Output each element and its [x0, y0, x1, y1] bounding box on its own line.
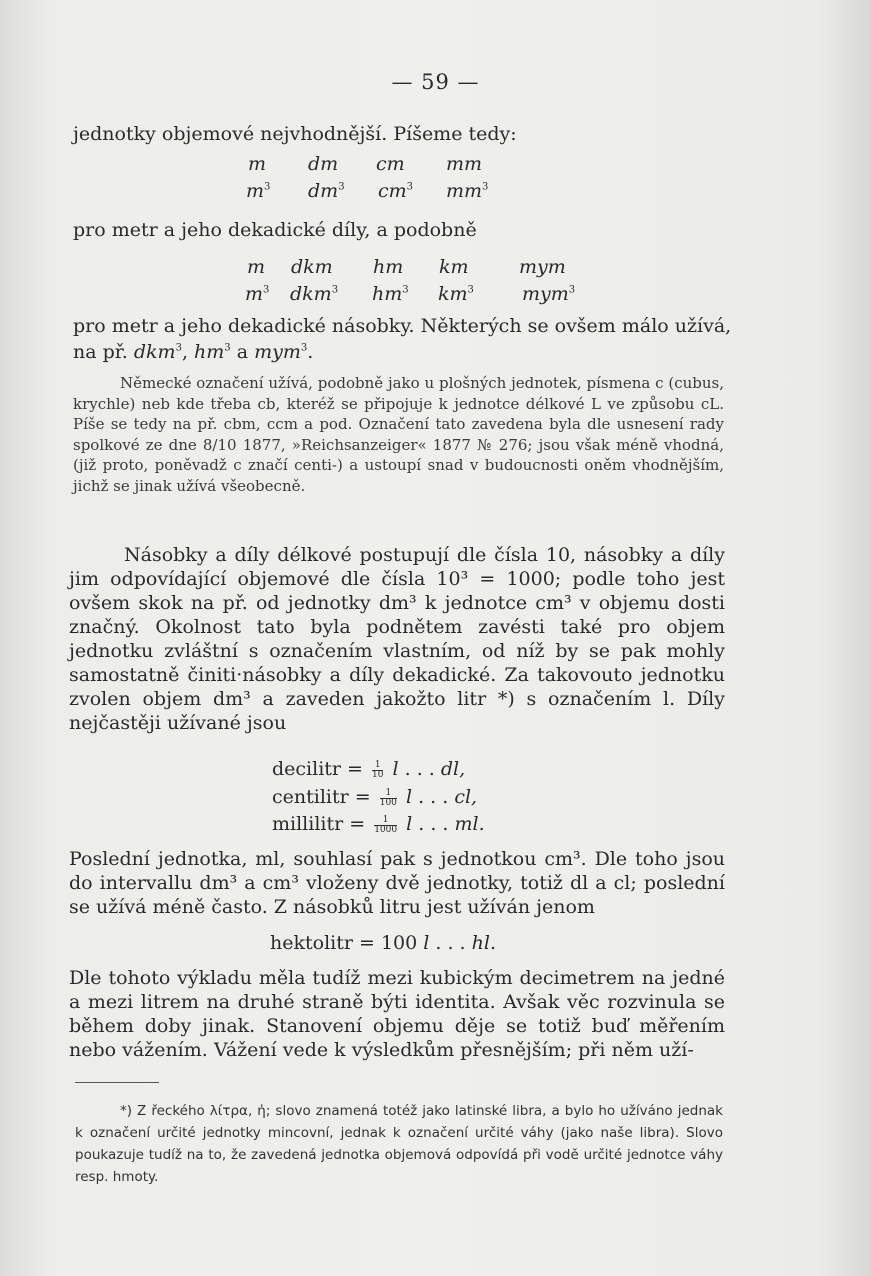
unit2-m: m — [247, 256, 266, 278]
intro-line: jednotky objemové nejvhodnější. Píšeme tedy: — [73, 123, 517, 145]
unit-mm: mm — [446, 153, 483, 175]
fraction: $\frac{1}{10}$ — [372, 759, 384, 780]
second-paragraph: Poslední jednotka, ml, souhlasí pak s jednotkou cm³. Dle toho jsou do intervallu dm³ a cm³ vloženy dvě jednotky, totiž dl a cl; poslední se užívá méně často. Z násobků litru jest užíván jenom — [69, 848, 725, 918]
fraction: $\frac{1}{100}$ — [379, 787, 397, 808]
unit-cm: cm — [376, 153, 405, 175]
unit-m3: $m^3$ — [246, 180, 271, 202]
unit2-mym: mym — [519, 256, 566, 278]
unit-cm3: $cm^3$ — [378, 180, 414, 202]
unit2-km: km — [439, 256, 469, 278]
formula-decilitr: decilitr = $\frac{1}{10}$ l . . . dl, — [272, 758, 466, 780]
example-line: na př. dkm$^3$, $hm^3$ a mym$^3$. — [73, 341, 314, 363]
small-print-paragraph: Německé označení užívá, podobně jako u plošných jednotek, písmena c (cubus, krychle) neb kde třeba cb, kteréž se připojuje k jednotce délkové L ve způsobu cL. Píše se tedy na př. cbm, ccm a pod. Označení tato zavedena byla dle usnesení rady spolkové ze dne 8/10 1877, »Reichsanzeiger« 1877 № 276; jsou však méně vhodná, (již proto, poněvadž c značí centi-) a ustoupí snad v budoucnosti oněm vhodnějším, jichž se jinak užívá všeobecně. — [73, 374, 724, 495]
main-paragraph: Násobky a díly délkové postupují dle čísla 10, násobky a díly jim odpovídající objemové dle čísla 10³ = 1000; podle toho jest ovšem skok na př. od jednotky dm³ k jednotce cm³ v objemu dosti značný. Okolnost tato byla podnětem zavésti také pro objem jednotku zvláštní s označením vlastním, od níž by se pak mohly samostatně činiti·násobky a díly dekadické. Za takovouto jednotku zvolen objem dm³ a zaveden jakožto litr *) s označením l. Díly nejčastěji užívané jsou — [69, 544, 725, 734]
fraction: $\frac{1}{1000}$ — [374, 814, 398, 835]
unit-dm3: $dm^3$ — [308, 180, 345, 202]
unit-dm: dm — [308, 153, 339, 175]
line-after-row1: pro metr a jeho dekadické díly, a podobně — [73, 219, 477, 241]
third-paragraph: Dle tohoto výkladu měla tudíž mezi kubickým decimetrem na jedné a mezi litrem na druhé straně býti identita. Avšak věc rozvinula se během doby jinak. Stanovení objemu děje se totiž buď měřením nebo vážením. Vážení vede k výsledkům přesnějším; při něm uží- — [69, 967, 725, 1061]
unit2-m3: $m^3$ — [245, 283, 270, 305]
unit2-hm3: $hm^3$ — [372, 283, 409, 305]
line-after-row2: pro metr a jeho dekadické násobky. Některých se ovšem málo užívá, — [73, 315, 732, 337]
formula-millilitr: millilitr = $\frac{1}{1000}$ l . . . ml. — [272, 813, 485, 835]
unit2-dkm: dkm — [291, 256, 333, 278]
unit2-dkm3: dkm$^3$ — [290, 283, 339, 305]
footnote: *) Z řeckého λίτρα, ἡ; slovo znamená totéž jako latinské libra, a bylo ho užíváno jednak k označení určité jednotky mincovní, jednak k označení určité váhy (jako naše libra). Slovo poukazuje tudíž na to, že zavedená jednotka objemová odpovídá při vodě určité jednotce váhy resp. hmoty. — [75, 1103, 723, 1185]
formula-centilitr: centilitr = $\frac{1}{100}$ l . . . cl, — [272, 786, 478, 808]
footnote-divider — [75, 1082, 159, 1083]
page-number: — 59 — — [391, 70, 480, 94]
unit2-km3: $km^3$ — [438, 283, 474, 305]
unit-mm3: $mm^3$ — [446, 180, 489, 202]
unit2-mym3: mym$^3$ — [522, 283, 576, 305]
unit2-hm: hm — [373, 256, 404, 278]
formula-hektolitr: hektolitr = 100 l . . . hl. — [270, 932, 496, 954]
unit-m: m — [248, 153, 267, 175]
